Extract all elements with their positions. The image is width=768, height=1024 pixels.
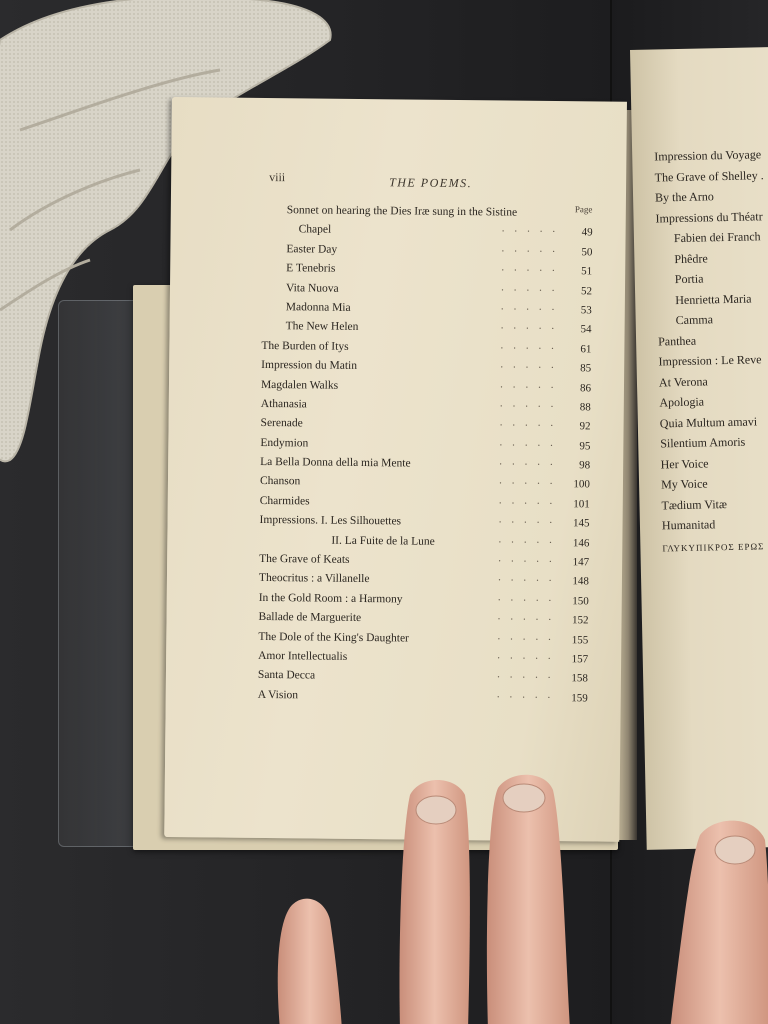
right-page-contents	[654, 146, 768, 563]
reader-hand-fingers	[270, 770, 768, 1024]
dot-leader: ·····	[498, 497, 562, 510]
toc-entry-title: A Vision	[257, 688, 299, 702]
toc-entry-title: Impressions. I. Les Silhouettes	[259, 514, 402, 528]
toc-entry-title: Theocritus : a Villanelle	[258, 572, 370, 586]
toc-entry-page: 101	[573, 498, 590, 511]
toc-entry-page: 155	[571, 633, 589, 646]
toc-entry-page: 146	[572, 536, 590, 550]
toc-entry-title: Endymion	[260, 436, 309, 450]
dot-leader: ·····	[499, 400, 563, 414]
toc-entry-title: Chanson	[259, 475, 301, 488]
toc-entry-title: Serenade	[260, 417, 303, 430]
toc-entry-page: 152	[571, 614, 589, 627]
toc-entry-title: E Tenebris	[286, 262, 336, 275]
right-page-entry: Phêdre	[674, 250, 708, 266]
dot-leader: ·····	[500, 264, 565, 278]
toc-entry-title: In the Gold Room : a Harmony	[258, 591, 403, 606]
dot-leader: ·····	[497, 594, 561, 607]
right-page-entry: By the Arno	[654, 189, 714, 205]
toc-entry-page: 88	[579, 401, 591, 414]
dot-leader: ·····	[501, 225, 565, 239]
toc-entry-title: La Bella Donna della mia Mente	[260, 456, 411, 470]
page-column-label: Page	[574, 204, 593, 215]
right-page-entry: Impressions du Théatr	[655, 208, 763, 226]
dot-leader: ·····	[496, 671, 560, 685]
toc-entry-page: 98	[579, 459, 591, 472]
page-number: viii	[269, 170, 286, 185]
dot-leader: ·····	[496, 652, 561, 666]
toc-entry-page: 92	[579, 420, 591, 433]
dot-leader: ·····	[498, 516, 562, 530]
toc-entry-title: Chapel	[298, 223, 332, 237]
right-page-entry: Henrietta Maria	[675, 291, 752, 307]
toc-entry-title: Vita Nuova	[285, 281, 339, 295]
right-page-entry: Fabien dei Franch	[673, 229, 761, 246]
toc-entry-page: 86	[579, 381, 592, 394]
dot-leader: ·····	[497, 574, 562, 588]
right-page-entry: Quia Multum amavi	[659, 413, 758, 430]
dot-leader: ·····	[497, 555, 562, 569]
right-page-entry: Camma	[675, 312, 714, 328]
right-page-entry: At Verona	[658, 373, 708, 389]
toc-entry-page: 147	[572, 556, 590, 569]
dot-leader: ·····	[496, 691, 560, 704]
toc-entry-title: The New Helen	[285, 320, 359, 334]
toc-entry-page: 61	[580, 343, 592, 356]
toc-entry-title: Magdalen Walks	[260, 378, 339, 392]
running-title: THE POEMS.	[389, 175, 473, 191]
toc-entry-page: 51	[581, 265, 593, 278]
dot-leader: ·····	[498, 439, 563, 452]
toc-entry-title: Sonnet on hearing the Dies Iræ sung in the Sistine	[286, 204, 518, 219]
dot-leader: ·····	[499, 380, 564, 394]
dot-leader: ·····	[498, 458, 563, 472]
toc-entry-page: 52	[580, 284, 593, 297]
toc-entry-title: The Burden of Itys	[261, 339, 349, 353]
toc-entry-page: 100	[573, 478, 591, 491]
toc-entry-title: Easter Day	[286, 242, 338, 256]
toc-entry-page: 49	[581, 226, 593, 239]
toc-entry-page: 53	[580, 304, 592, 317]
toc-entry-page: 95	[579, 439, 591, 453]
right-page-entry: Portia	[674, 271, 704, 287]
right-page-entry: Her Voice	[660, 455, 709, 471]
right-page-entry: Impression du Voyage	[654, 147, 762, 164]
toc-entry-title: II. La Fuite de la Lune	[331, 534, 435, 548]
right-page-entry: Humanitad	[661, 517, 716, 533]
right-page-entry: My Voice	[660, 476, 708, 492]
toc-entry-page: 50	[581, 246, 593, 259]
dot-leader: ·····	[496, 633, 561, 646]
toc-entry-title: Charmides	[259, 494, 310, 508]
toc-entry-page: 159	[571, 691, 588, 705]
toc-entry-title: The Dole of the King's Daughter	[258, 630, 409, 645]
dot-leader: ·····	[500, 303, 564, 317]
toc-entry-page: 54	[580, 323, 592, 336]
table-of-contents	[258, 204, 593, 712]
dot-leader: ·····	[498, 477, 563, 491]
toc-entry-title: Ballade de Marguerite	[258, 611, 362, 625]
toc-entry-page: 145	[572, 517, 590, 530]
toc-entry-title: Amor Intellectualis	[258, 649, 348, 663]
toc-entry-title: Santa Decca	[257, 669, 316, 682]
toc-entry-title: Impression du Matin	[261, 359, 358, 373]
toc-entry-title: Madonna Mia	[285, 301, 351, 314]
right-page-entry: Panthea	[657, 333, 697, 348]
dot-leader: ·····	[497, 536, 562, 549]
toc-entry-page: 148	[572, 575, 590, 588]
toc-entry-title: The Grave of Keats	[259, 552, 350, 566]
right-page-entry: ΓΛΥΚΥΠΙΚΡΟΣ ΕΡΩΣ	[662, 540, 765, 553]
right-page-entry: Impression : Le Reve	[658, 352, 762, 369]
left-book-page	[164, 97, 627, 842]
toc-entry-page: 157	[571, 653, 589, 666]
right-book-page	[630, 47, 768, 850]
right-page-entry: Tædium Vitæ	[661, 496, 728, 512]
dot-leader: ·····	[500, 284, 565, 297]
dot-leader: ·····	[499, 419, 563, 433]
dot-leader: ·····	[497, 613, 561, 627]
right-page-entry: Silentium Amoris	[660, 434, 746, 451]
right-page-entry: The Grave of Shelley .	[654, 167, 764, 185]
dot-leader: ·····	[501, 245, 565, 258]
dot-leader: ·····	[499, 361, 564, 375]
dot-leader: ·····	[500, 322, 564, 336]
toc-entry	[258, 689, 588, 712]
toc-entry-page: 158	[571, 672, 588, 685]
toc-entry-page: 85	[580, 362, 592, 375]
dot-leader: ·····	[499, 342, 564, 355]
toc-entry-title: Athanasia	[260, 397, 307, 411]
right-page-entry: Apologia	[659, 394, 705, 410]
toc-entry-page: 150	[572, 595, 589, 608]
